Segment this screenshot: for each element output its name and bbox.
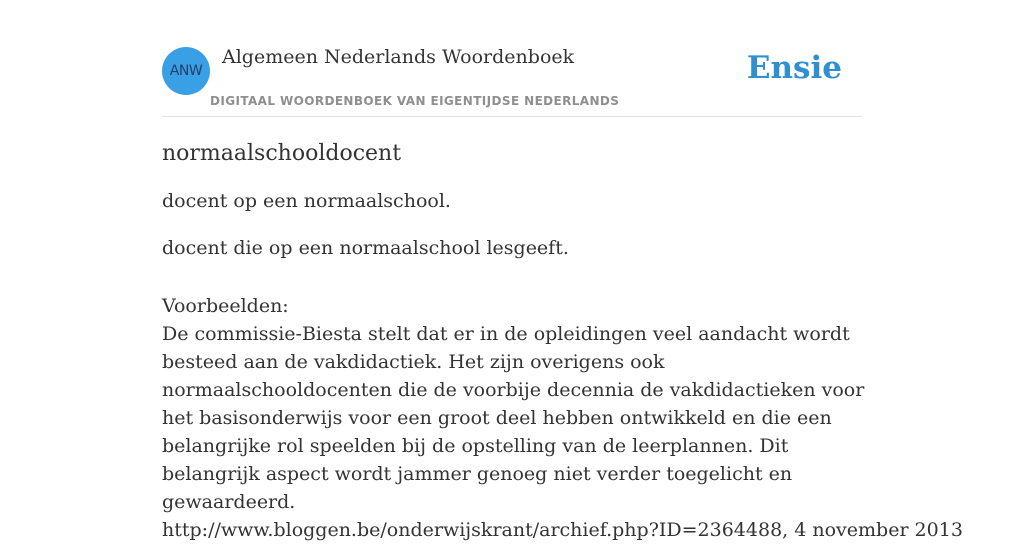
headword: normaalschooldocent [162, 141, 402, 166]
example-source: http://www.bloggen.be/onderwijskrant/archief.php?ID=2364488, 4 november 2013 [162, 519, 963, 541]
entry-content [162, 138, 963, 544]
site-header [162, 0, 862, 117]
site-subtitle: DIGITAAL WOORDENBOEK VAN EIGENTIJDSE NEDERLANDS [210, 94, 620, 108]
site-title[interactable]: Algemeen Nederlands Woordenboek [222, 46, 575, 68]
definition-short: docent op een normaalschool. [162, 190, 451, 212]
definition-long: docent die op een normaalschool lesgeeft. [162, 237, 569, 259]
examples-label: Voorbeelden: [162, 295, 289, 317]
anw-logo[interactable] [162, 47, 210, 95]
anw-logo-text: ANW [169, 63, 203, 79]
ensie-brand-logo[interactable]: Ensie [746, 50, 842, 86]
example-text: De commissie-Biesta stelt dat er in de opleidingen veel aandacht wordt besteed aan de vakdidactiek. Het zijn overigens ook normaalschooldocenten die de voorbije decennia de vakdidactieken voor het basisonderwijs voor een groot deel hebben ontwikkeld en die een belangrijke rol speelden bij de opstelling van de leerplannen. Dit belangrijk aspect wordt jammer genoeg niet verder toegelicht en gewaardeerd. [162, 323, 865, 513]
